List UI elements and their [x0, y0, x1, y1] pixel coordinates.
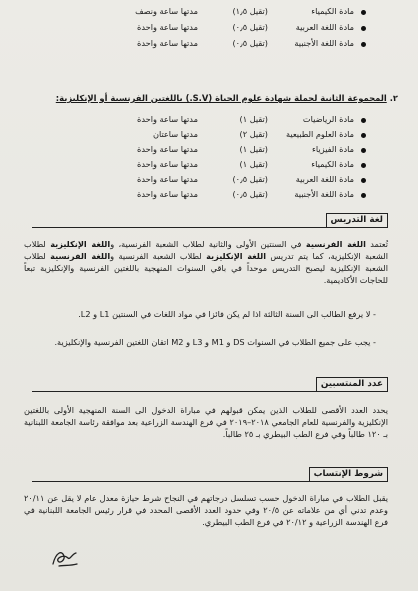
subject-duration: مدتها ساعة واحدة: [137, 38, 198, 48]
subject-row: [0, 129, 418, 143]
enrollment-paragraph: يحدد العدد الأقصى للطلاب الذين يمكن قبولهم في مباراة الدخول الى السنة المنهجية الأولى باللغتين الإنكليزية والفرنسية للعام الجامعي ٢٠١٨–٢٠١٩ في فرع الهندسة الزراعية بعد موافقة رئاسة الجامعة اللبنانية بـ ١٢٠ طالباً وفي فرع الطب البيطري بـ ٢٥ طالباً.: [24, 405, 389, 439]
subject-duration: مدتها ساعة واحدة: [137, 174, 198, 184]
subject-duration: مدتها ساعة واحدة: [137, 114, 198, 124]
teaching-language-header: لغة التدريس: [326, 213, 388, 228]
bullet-icon: [361, 26, 366, 31]
subject-row: [0, 144, 418, 158]
group2-title: المجموعة الثانية لحملة شهادة علوم الحياة (S.V.) باللغتين الفرنسية أو الإنكليزية:: [55, 93, 387, 103]
subject-row: [0, 174, 418, 188]
teaching-language-rule-1: - لا يرفع الطالب الى السنة الثالثة اذا لم يكن فائزا في مواد اللغات في السنتين L1 و L2.: [78, 309, 376, 319]
subject-coefficient: (تقيل ٠٫٥): [232, 174, 268, 184]
bullet-icon: [361, 118, 366, 123]
subject-name: مادة الفيزياء: [312, 144, 354, 154]
admission-header: شروط الإنتساب: [309, 467, 388, 482]
enrollment-header: عدد المنتسبين: [316, 377, 388, 392]
bullet-icon: [361, 148, 366, 153]
subject-name: مادة الكيمياء: [311, 6, 354, 16]
group2-number: ٢.: [389, 93, 398, 103]
subject-coefficient: (تقيل ١): [239, 114, 268, 124]
subject-name: مادة الكيمياء: [311, 159, 354, 169]
subject-duration: مدتها ساعتان: [152, 129, 198, 139]
handwritten-signature: [50, 548, 80, 570]
subject-coefficient: (تقيل ١): [239, 144, 268, 154]
subject-coefficient: (تقيل ١٫٥): [232, 6, 268, 16]
subject-row: [0, 189, 418, 203]
subject-name: مادة اللغة العربية: [295, 174, 354, 184]
bullet-icon: [361, 163, 366, 168]
subject-name: مادة اللغة الأجنبية: [294, 38, 354, 48]
subject-name: مادة العلوم الطبيعية: [286, 129, 354, 139]
teaching-language-rule-2: - يجب على جميع الطلاب في السنوات DS و M1 و L3 و M2 اتقان اللغتين الفرنسية والإنكليزية.: [54, 337, 376, 347]
section-divider: [32, 391, 388, 392]
bullet-icon: [361, 193, 366, 198]
subject-coefficient: (تقيل ٠٫٥): [232, 38, 268, 48]
subject-coefficient: (تقيل ١): [239, 159, 268, 169]
bullet-icon: [361, 42, 366, 47]
teaching-language-paragraph: تُعتمد اللغة الفرنسية في السنتين الأولى والثانية لطلاب الشعبة الفرنسية، واللغة الإنكليزية لطلاب الشعبة الإنكليزية، كما يتم تدريس اللغة الإنكليزية لطلاب الشعبة الفرنسية واللغة الفرنسية لطلاب الشعبة الإنكليزية ليصبح التدريس موحداً في باقي السنوات المنهجية باللغتين الفرنسية والإنكليزية تبعاً للحاجات الأكاديمية.: [24, 239, 388, 285]
subject-duration: مدتها ساعة واحدة: [137, 22, 198, 32]
subject-duration: مدتها ساعة واحدة: [137, 159, 198, 169]
subject-name: مادة الرياضيات: [302, 114, 354, 124]
bullet-icon: [361, 10, 366, 15]
subject-row: [0, 38, 418, 52]
subject-duration: مدتها ساعة واحدة: [137, 189, 198, 199]
group2-heading: [56, 93, 398, 104]
subject-row: [0, 159, 418, 173]
subject-duration: مدتها ساعة واحدة: [137, 144, 198, 154]
subject-coefficient: (تقيل ٠٫٥): [232, 189, 268, 199]
subject-coefficient: (تقيل ٠٫٥): [232, 22, 268, 32]
subject-name: مادة اللغة الأجنبية: [294, 189, 354, 199]
subject-row: [0, 6, 418, 20]
subject-duration: مدتها ساعة ونصف: [135, 6, 198, 16]
bullet-icon: [361, 133, 366, 138]
admission-paragraph: يقبل الطلاب في مباراة الدخول حسب تسلسل درجاتهم في النجاح شرط حيازة معدل عام لا يقل عن ٢٠/١١ وعدم تدني أي من علاماته عن ٢٠/٥ وفي حدود العدد الأقصى المحدد في قرار رئيس الجامعة اللبنانية في فرع الهندسة الزراعية و ٢٠/١٢ في فرع الطب البيطري.: [24, 493, 388, 527]
subject-row: [0, 22, 418, 36]
subject-coefficient: (تقيل ٢): [239, 129, 268, 139]
section-divider: [32, 481, 388, 482]
bullet-icon: [361, 178, 366, 183]
section-divider: [32, 227, 388, 228]
subject-name: مادة اللغة العربية: [295, 22, 354, 32]
subject-row: [0, 114, 418, 128]
